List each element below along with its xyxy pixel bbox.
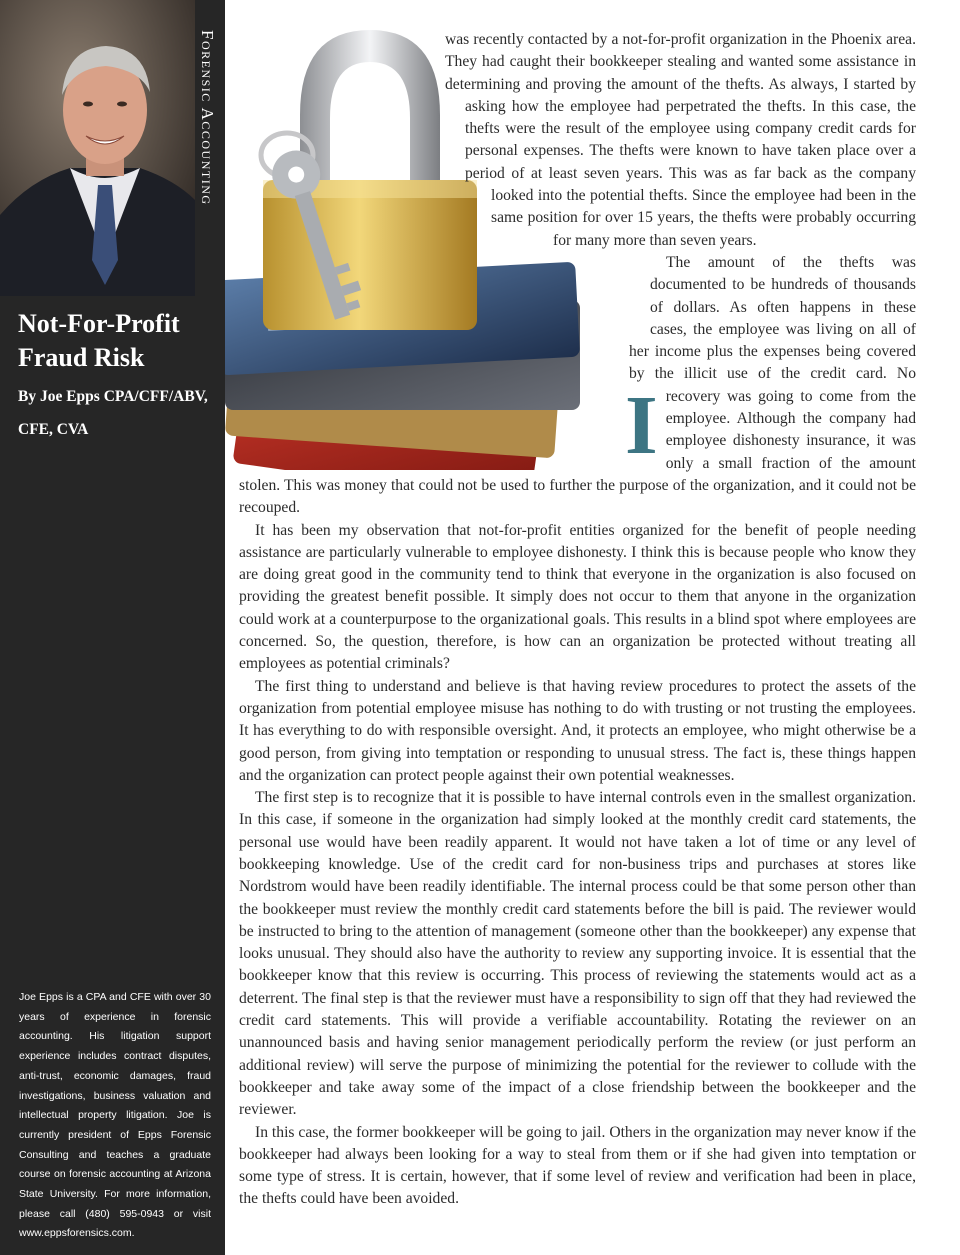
paragraph-5: The first step is to recognize that it is possible to have internal controls even in the smallest organization. In this case, if someone in the organization had simply looked at the monthly credit card statements, the personal use would have been readily apparent. It would not have taken a lot of time or any level of bookkeeping knowledge. Use of the credit card for non-business trips and purchases at stores like Nordstrom would have been readily identifiable. The internal process could be that some person other than the bookkeeper must review the monthly credit card statements before the bill is paid. The reviewer would be instructed to bring to the attention of management (someone other than the bookkeeper) any expense that looks unusual. They should also have the authority to review any supporting invoice. It is essential that the bookkeeper know that this review is occurring. This process of reviewing the statements would act as a deterrent. The final step is that the reviewer must have a responsibility to sign off that they had reviewed the credit card statements. This will provide a verifiable accountability. Rotating the reviewer on an unannounced basis and having senior management periodically perform the review (or just perform an additional review) will serve the purpose of minimizing the potential for the reviewer to collude with the bookkeeper and take away some of the impact of a close friendship between the bookkeeper and the reviewer. xyxy=(239,789,916,1119)
author-photo xyxy=(0,0,195,296)
drop-cap: I xyxy=(625,379,658,472)
paragraph-3: It has been my observation that not-for-profit entities organized for the benefit of people needing assistance are particularly vulnerable to employee dishonesty. I think this is because people who know they are doing great good in the community tend to think that everyone in the organization is also focused on providing the greatest benefit possible. It simply does not occur to them that anyone in the organization could work at a counterpurpose to the organizational goals. This results in a blind spot where employees are concerned. So, the question, therefore, is how can an organization be protected without treating all employees as potential criminals? xyxy=(239,521,916,673)
author-bio: Joe Epps is a CPA and CFE with over 30 years of experience in forensic accounting. His litigation support experience includes contract disputes, anti-trust, economic damages, fraud investigations, business valuation and intellectual property litigation. Joe is currently president of Epps Forensic Consulting and teaches a graduate course on forensic accounting at Arizona State University. For more information, please call (480) 595-0943 or visit www.eppsforensics.com. xyxy=(19,991,211,1240)
section-label xyxy=(195,0,225,296)
paragraph-2: The amount of the thefts was documented to be hundreds of thousands of dollars. As often happens in these cases, the employee was living on all of her income plus the expenses being covered by the illicit use of the credit card. No recovery was going to come from the employee. Although the company had employee dishonesty insurance, it was only a small fraction of the amount stolen. This was money that could not be used to further the purpose of the organization, and it could not be recouped. xyxy=(239,253,916,517)
sidebar xyxy=(0,0,225,1255)
paragraph-6: In this case, the former bookkeeper will be going to jail. Others in the organization may never know if the bookkeeper had always been looking for a way to steal from them or if she had given into temptation or some type of stress. It is certain, however, that if some level of review and verification had been in place, the thefts could have been avoided. xyxy=(239,1123,916,1208)
paragraph-4: The first thing to understand and believe is that having review procedures to protect the assets of the organization from potential employee misuse has nothing to do with trusting or not trusting the employees. It has everything to do with responsible oversight. And, it protects an employee, who might otherwise be a good person, from giving into temptation or responding to unusual stress. The fact is, these things happen and the organization can protect people against their own potential weaknesses. xyxy=(239,677,916,784)
author-byline: By Joe Epps CPA/CFF/ABV, CFE, CVA xyxy=(18,388,208,438)
section-label-text: Forensic Accounting xyxy=(198,30,217,206)
article-title: Not-For-Profit Fraud Risk xyxy=(18,309,180,372)
paragraph-1-text: was recently contacted by a not-for-profit organization in the Phoenix area. They had caught their bookkeeper stealing and wanted some assistance in determining and proving the amount of the thefts. As always, I started by asking how the employee had perpetrated the thefts. In this case, the thefts were the result of the employee using company credit cards for personal expenses. The thefts were known to have taken place over a period of at least seven years. This was as far back as the company looked into the potential thefts. Since the employee had been in the same position for over 15 years, the thefts were probably occurring for many more than seven years. xyxy=(445,31,916,249)
article-body xyxy=(239,29,916,1211)
